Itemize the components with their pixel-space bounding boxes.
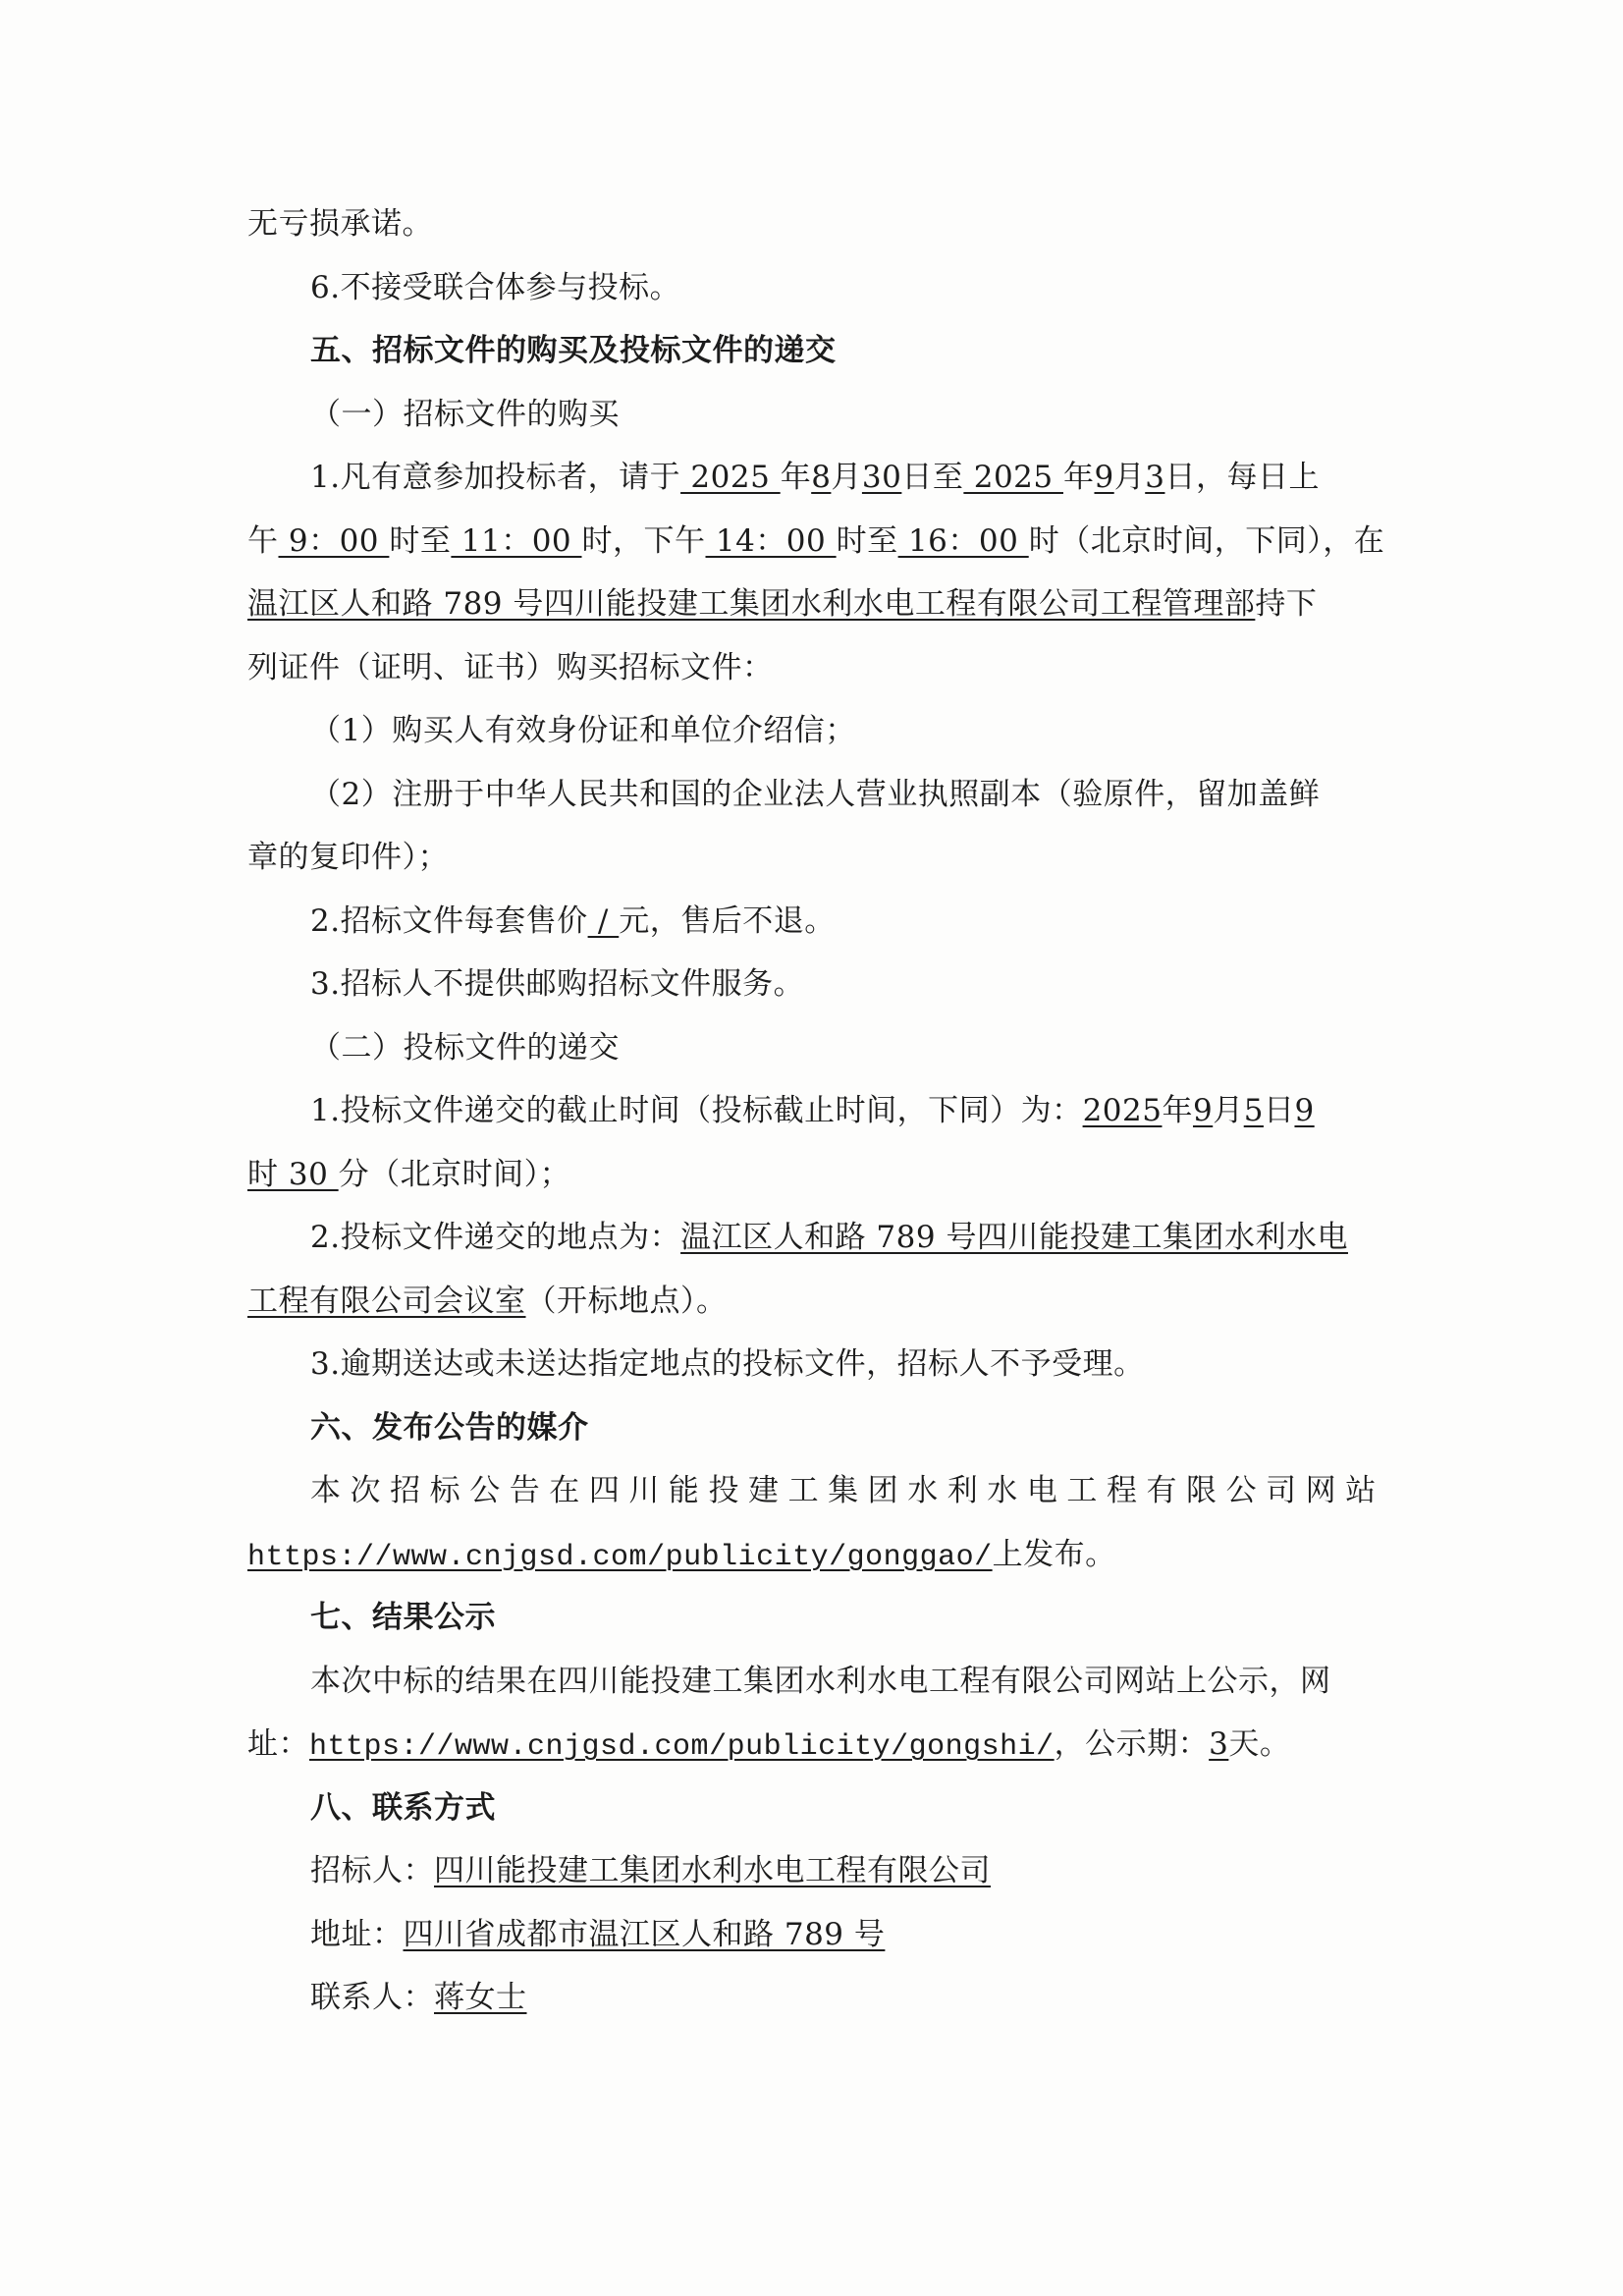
justified-char: 工 xyxy=(787,1473,820,1508)
justified-char: 站 xyxy=(1345,1473,1377,1508)
section-heading-5: 五、招标文件的购买及投标文件的递交 xyxy=(310,333,837,368)
subsection-heading: （一）招标文件的购买 xyxy=(310,396,620,432)
text-line: 本次中标的结果在四川能投建工集团水利水电工程有限公司网站上公示，网 xyxy=(310,1663,1331,1699)
purchase-location: 温江区人和路 789 号四川能投建工集团水利水电工程有限公司工程管理部 xyxy=(247,586,1256,622)
text-line: 时 30 分（北京时间）； xyxy=(247,1156,571,1192)
justified-char: 水 xyxy=(907,1473,939,1508)
text-line: 址：https://www.cnjgsd.com/publicity/gongshi/，公示期：3天。 xyxy=(247,1726,1291,1764)
deadline-value: 9 xyxy=(1294,1093,1315,1128)
text-line: 列证件（证明、证书）购买招标文件： xyxy=(247,649,774,685)
justified-char: 本 xyxy=(310,1473,342,1508)
date-value: 3 xyxy=(1145,460,1165,495)
text-line: 2.投标文件递交的地点为：温江区人和路 789 号四川能投建工集团水利水电 xyxy=(310,1220,1348,1255)
justified-char: 集 xyxy=(828,1473,859,1508)
contact-address: 地址：四川省成都市温江区人和路 789 号 xyxy=(310,1916,886,1952)
text-line: 3.招标人不提供邮购招标文件服务。 xyxy=(310,966,805,1002)
text-line: 午 9：00 时至 11：00 时，下午 14：00 时至 16：00 时（北京时间，下同），在 xyxy=(247,522,1385,559)
justified-char: 有 xyxy=(1146,1473,1177,1508)
text-line: 3.逾期送达或未送达指定地点的投标文件，招标人不予受理。 xyxy=(310,1346,1145,1382)
deadline-value: 时 30 xyxy=(247,1156,339,1192)
contact-tenderer: 招标人：四川能投建工集团水利水电工程有限公司 xyxy=(310,1853,991,1888)
announcement-url-link[interactable]: https://www.cnjgsd.com/publicity/gonggao/ xyxy=(247,1540,993,1574)
text-line: 章的复印件）； xyxy=(247,840,449,875)
contact-name: 蒋女士 xyxy=(434,1980,527,2015)
deadline-value: 9 xyxy=(1192,1093,1214,1128)
justified-char: 利 xyxy=(947,1473,979,1508)
justified-char: 限 xyxy=(1186,1473,1217,1508)
deadline-value: 2025 xyxy=(1082,1093,1163,1128)
justified-char: 能 xyxy=(668,1473,700,1508)
justified-char: 标 xyxy=(429,1473,461,1508)
justified-char: 公 xyxy=(469,1473,501,1508)
justified-char: 建 xyxy=(748,1473,780,1508)
justified-char: 电 xyxy=(1026,1473,1058,1508)
text-line: 无亏损承诺。 xyxy=(247,206,433,242)
publicity-days: 3 xyxy=(1209,1726,1229,1762)
text-line: 2.招标文件每套售价 / 元，售后不退。 xyxy=(310,902,836,939)
time-value: 16：00 xyxy=(897,522,1029,559)
justified-char: 水 xyxy=(987,1473,1018,1508)
text-line: 工程有限公司会议室（开标地点）。 xyxy=(247,1283,728,1319)
date-value: 2025 xyxy=(680,460,781,495)
deadline-value: 5 xyxy=(1243,1093,1264,1128)
justified-char: 告 xyxy=(509,1473,541,1508)
text-line: （1）购买人有效身份证和单位介绍信； xyxy=(310,713,856,748)
justified-char: 工 xyxy=(1066,1473,1098,1508)
justified-char: 投 xyxy=(708,1473,739,1508)
text-line: https://www.cnjgsd.com/publicity/gonggao/上发布。 xyxy=(247,1536,1116,1574)
justified-char: 次 xyxy=(350,1473,382,1508)
submission-location: 温江区人和路 789 号四川能投建工集团水利水电 xyxy=(680,1220,1348,1255)
text-line: 1.投标文件递交的截止时间（投标截止时间，下同）为：2025年9月5日9 xyxy=(310,1093,1315,1128)
subsection-heading: （二）投标文件的递交 xyxy=(310,1029,620,1066)
submission-location: 工程有限公司会议室 xyxy=(247,1283,526,1319)
time-value: 11：00 xyxy=(451,522,582,559)
price-value: / xyxy=(587,902,620,939)
section-heading-7: 七、结果公示 xyxy=(310,1600,496,1635)
justified-char: 招 xyxy=(390,1473,421,1508)
document-body xyxy=(247,192,1385,2030)
contact-person: 联系人：蒋女士 xyxy=(310,1980,527,2015)
justified-char: 公 xyxy=(1225,1473,1258,1508)
date-value: 8 xyxy=(811,460,832,495)
text-line: （2）注册于中华人民共和国的企业法人营业执照副本（验原件，留加盖鲜 xyxy=(310,776,1321,812)
justified-char: 团 xyxy=(867,1473,899,1508)
justified-char: 程 xyxy=(1106,1473,1138,1508)
justified-char: 四 xyxy=(588,1473,621,1508)
text-line: 温江区人和路 789 号四川能投建工集团水利水电工程有限公司工程管理部持下 xyxy=(247,586,1318,622)
date-value: 2025 xyxy=(963,460,1063,495)
justified-char: 网 xyxy=(1305,1473,1337,1508)
time-value: 14：00 xyxy=(705,522,837,559)
time-value: 9：00 xyxy=(278,522,390,559)
text-line: 1.凡有意参加投标者，请于 2025 年8月30日至 2025 年9月3日，每日上 xyxy=(310,460,1320,495)
result-url-link[interactable]: https://www.cnjgsd.com/publicity/gongshi/ xyxy=(309,1730,1055,1764)
address-value: 四川省成都市温江区人和路 789 号 xyxy=(403,1916,886,1952)
section-heading-6: 六、发布公告的媒介 xyxy=(310,1409,589,1446)
date-value: 30 xyxy=(861,460,902,495)
tenderer-name: 四川能投建工集团水利水电工程有限公司 xyxy=(434,1853,991,1888)
section-heading-8: 八、联系方式 xyxy=(310,1789,496,1826)
justified-line xyxy=(247,1459,1377,1523)
justified-char: 司 xyxy=(1266,1473,1297,1508)
date-value: 9 xyxy=(1094,460,1114,495)
justified-char: 在 xyxy=(549,1473,580,1508)
text-line: 6.不接受联合体参与投标。 xyxy=(310,269,681,305)
justified-char: 川 xyxy=(628,1473,660,1508)
